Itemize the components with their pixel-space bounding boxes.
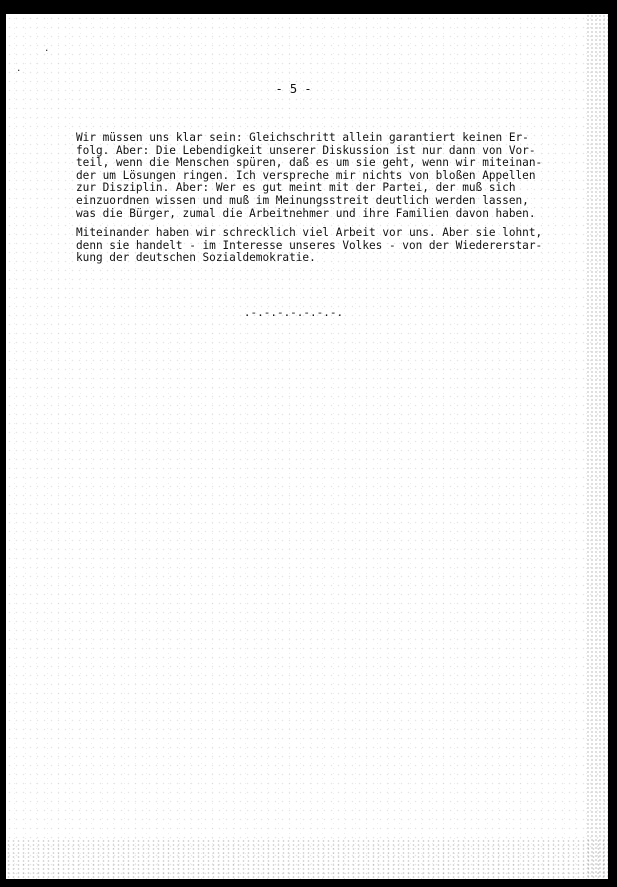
paragraph-1 bbox=[76, 132, 586, 220]
text-line: der um Lösungen ringen. Ich verspreche mir nichts von bloßen Appellen bbox=[76, 168, 536, 182]
scan-speck: . bbox=[44, 44, 50, 54]
text-line: denn sie handelt - im Interesse unseres Volkes - von der Wiedererstar- bbox=[76, 238, 543, 252]
text-line: teil, wenn die Menschen spüren, daß es um sie geht, wenn wir miteinan- bbox=[76, 156, 543, 170]
document-page bbox=[6, 14, 608, 879]
end-of-text-marker: .-.-.-.-.-.-.-. bbox=[243, 306, 344, 319]
text-line: einzuordnen wissen und muß im Meinungsstreit deutlich werden lassen, bbox=[76, 193, 529, 207]
page-number: - 5 - bbox=[275, 82, 312, 96]
text-line: Miteinander haben wir schrecklich viel Arbeit vor uns. Aber sie lohnt, bbox=[76, 226, 543, 239]
text-line: zur Disziplin. Aber: Wer es gut meint mit der Partei, der muß sich bbox=[76, 181, 516, 195]
paragraph-2 bbox=[76, 227, 586, 265]
scan-edge-bottom bbox=[6, 839, 608, 879]
scan-edge-right bbox=[586, 14, 608, 879]
text-line: kung der deutschen Sozialdemokratie. bbox=[76, 251, 316, 265]
text-line: Wir müssen uns klar sein: Gleichschritt allein garantiert keinen Er- bbox=[76, 131, 529, 144]
scan-speck: . bbox=[16, 64, 22, 74]
text-line: was die Bürger, zumal die Arbeitnehmer und ihre Familien davon haben. bbox=[76, 206, 536, 220]
text-line: folg. Aber: Die Lebendigkeit unserer Diskussion ist nur dann von Vor- bbox=[76, 143, 536, 157]
